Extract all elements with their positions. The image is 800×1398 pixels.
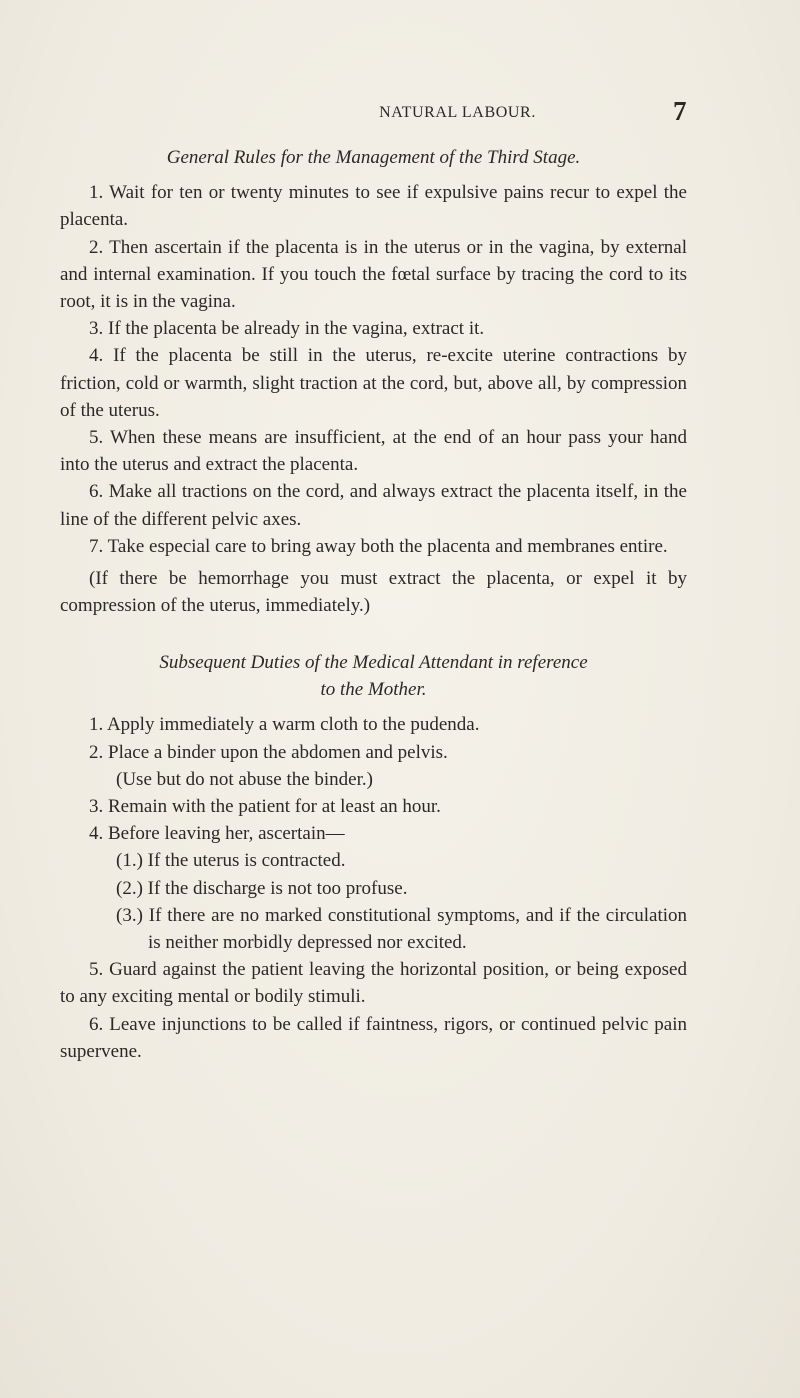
section-heading-third-stage: General Rules for the Management of the Third Stage. (166, 147, 581, 168)
subsequent-duties-heading-line-2: to the Mother. (320, 679, 427, 701)
subsequent-duties-heading-line-1: Subsequent Duties of the Medical Attendant in reference (159, 652, 588, 674)
rule-3: 3. If the placenta be already in the vagina, extract it. (89, 318, 485, 340)
section-heading-subsequent-duties (60, 649, 687, 703)
duty-4: 4. Before leaving her, ascertain— (89, 823, 345, 845)
rule-4: 4. If the placenta be still in the uterus, re-excite uterine contractions by friction, cold or warmth, slight traction at the cord, but, above all, by compression of the uterus. (60, 345, 687, 421)
check-1: (1.) If the uterus is contracted. (116, 850, 346, 872)
page-number: 7 (673, 96, 687, 126)
running-head: NATURAL LABOUR. (379, 104, 536, 121)
rule-6: 6. Make all tractions on the cord, and always extract the placenta itself, in the line of the different pelvic axes. (60, 481, 687, 530)
rule-5: 5. When these means are insufficient, at the end of an hour pass your hand into the uterus and extract the placenta. (60, 427, 687, 476)
rule-7: 7. Take especial care to bring away both the placenta and membranes entire. (89, 535, 668, 557)
duty-1: 1. Apply immediately a warm cloth to the pudenda. (89, 714, 480, 736)
page-body (60, 144, 687, 1065)
rule-2: 2. Then ascertain if the placenta is in the uterus or in the vagina, by external and internal examination. If you touch the fœtal surface by tracing the cord to its root, it is in the vagina. (60, 236, 687, 313)
duty-2-note: (Use but do not abuse the binder.) (116, 768, 373, 790)
duty-2: 2. Place a binder upon the abdomen and pelvis. (89, 741, 448, 763)
duty-5: 5. Guard against the patient leaving the horizontal position, or being exposed to any exciting mental or bodily stimuli. (60, 959, 687, 1008)
duty-6: 6. Leave injunctions to be called if faintness, rigors, or continued pelvic pain supervene. (60, 1013, 687, 1062)
check-2: (2.) If the discharge is not too profuse. (116, 877, 408, 899)
hemorrhage-note: (If there be hemorrhage you must extract the placenta, or expel it by compression of the uterus, immediately.) (60, 568, 687, 617)
rule-1: 1. Wait for ten or twenty minutes to see if expulsive pains recur to expel the placenta. (60, 182, 687, 231)
duty-3: 3. Remain with the patient for at least an hour. (89, 796, 441, 818)
check-3: (3.) If there are no marked constitutional symptoms, and if the circulation is neither morbidly depressed nor excited. (116, 904, 687, 954)
page-header (228, 96, 687, 128)
